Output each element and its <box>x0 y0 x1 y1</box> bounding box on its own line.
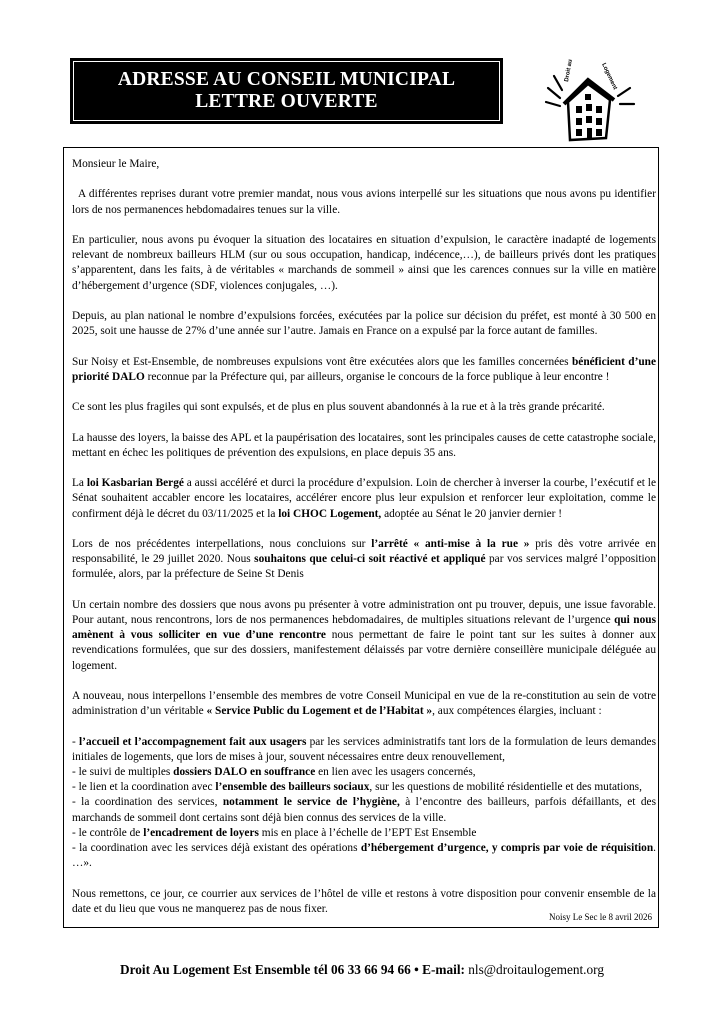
list-item: - la coordination des services, notamment le service de l’hygiène, à l’encontre des bailleurs, parfois défaillants, et des marchands de sommeil dont certains sont déjà bien connus des services de la ville. <box>72 796 656 824</box>
letter-body <box>72 157 656 932</box>
footer-org: Droit Au Logement Est Ensemble tél 06 33 66 94 66 • E-mail: <box>120 962 465 977</box>
footer-contact <box>0 962 724 978</box>
paragraph-8: Lors de nos précédentes interpellations, nous concluions sur l’arrêté « anti-mise à la rue » pris dès votre arrivée en responsabilité, le 29 juillet 2020. Nous souhaitons que celui-ci soit réactivé et appliqué par vos services malgré l’opposition formulée, alors, par la préfecture de Seine St Denis <box>72 537 656 581</box>
title-banner <box>68 56 505 126</box>
paragraph-2: En particulier, nous avons pu évoquer la situation des locataires en situation d’expulsion, le caractère inadapté de logements relevant de nombreux bailleurs HLM (sur ou sous occupation, handicap, indécence,…), de bailleurs privés dont les pratiques s’apparentent, dans les faits, à de véritables « marchands de sommeil » ainsi que les carences connues sur la ville en matière d’hébergement d’urgence (SDF, violences conjugales, …). <box>72 233 656 292</box>
paragraph-1: A différentes reprises durant votre premier mandat, nous vous avions interpellé sur les situations que nous avons pu identifier lors de nos permanences hebdomadaires tenues sur la ville. <box>72 188 656 216</box>
paragraph-4: Sur Noisy et Est-Ensemble, de nombreuses expulsions vont être exécutées alors que les familles concernées bénéficient d’une priorité DALO reconnue par la Préfecture qui, par ailleurs, organise le concours de la force publique à leur encontre ! <box>72 355 656 383</box>
page-subtitle: LETTRE OUVERTE <box>195 91 378 112</box>
paragraph-9: Un certain nombre des dossiers que nous avons pu présenter à votre administration ont pu trouver, depuis, une issue favorable. Pour autant, nous rencontrons, lors de nos permanences hebdomadaires, de multiples situations relevant de l’urgence qui nous amènent à vous solliciter en vue d’une rencontre nous permettant de faire le point tant sur les suites à donner aux revendications formulées, que sur des dossiers, manifestement délaissés par votre dernière conseillère municipale déléguée au logement. <box>72 598 656 672</box>
page-title: ADRESSE AU CONSEIL MUNICIPAL <box>117 69 456 90</box>
demands-list <box>72 735 656 872</box>
paragraph-3: Depuis, au plan national le nombre d’expulsions forcées, exécutées par la police sur décision du préfet, est monté à 30 500 en 2025, soit une hausse de 27% d’une année sur l’autre. Jamais en France on a expulsé par la force autant de familles. <box>72 309 656 338</box>
title-banner-inner <box>73 61 500 121</box>
list-item: - la coordination avec les services déjà existant des opérations d’hébergement d’urgence, y compris par voie de réquisition. …». <box>72 841 656 870</box>
list-item: - le suivi de multiples dossiers DALO en souffrance en lien avec les usagers concernés, <box>72 765 476 778</box>
footer-email[interactable]: nls@droitaulogement.org <box>464 962 604 977</box>
list-item: - le contrôle de l’encadrement de loyers mis en place à l’échelle de l’EPT Est Ensemble <box>72 826 477 839</box>
logo-text-left: Droit au <box>564 58 574 83</box>
paragraph-5: Ce sont les plus fragiles qui sont expulsés, et de plus en plus souvent abandonnés à la rue et à la très grande précarité. <box>72 401 605 414</box>
paragraph-7: La loi Kasbarian Bergé a aussi accéléré et durci la procédure d’expulsion. Loin de chercher à inverser la courbe, l’exécutif et le Sénat souhaitent accabler encore les locataires, accélérer encore plus leur expulsion et renforcer leur exploitation, comme le confirment déjà le décret du 03/11/2025 et la loi CHOC Logement, adoptée au Sénat le 20 janvier dernier ! <box>72 477 656 520</box>
logo-text-right: Logement <box>600 62 618 91</box>
list-item: - l’accueil et l’accompagnement fait aux usagers par les services administratifs tant lors de la formulation de leurs demandes initiales de logements, que lors de mises à jour, souvent nécessaires entre deux renouvellement, <box>72 735 656 763</box>
paragraph-11: Nous remettons, ce jour, ce courrier aux services de l’hôtel de ville et restons à votre disposition pour convenir ensemble de la date et du lieu que vous ne manquerez pas de nous fixer. <box>72 887 656 915</box>
house-logo-icon <box>540 56 640 146</box>
list-item: - le lien et la coordination avec l’ensemble des bailleurs sociaux, sur les questions de mobilité résidentielle et des mutations, <box>72 781 642 794</box>
paragraph-10: A nouveau, nous interpellons l’ensemble des membres de votre Conseil Municipal en vue de la re-constitution au sein de votre administration d’un véritable « Service Public du Logement et de l’Habitat », aux compétences élargies, incluant : <box>72 689 656 718</box>
letter-date: Noisy Le Sec le 8 avril 2026 <box>549 912 652 922</box>
paragraph-6: La hausse des loyers, la baisse des APL et la paupérisation des locataires, sont les principales causes de cette catastrophe sociale, mettant en échec les politiques de prévention des expulsions, en place depuis 35 ans. <box>72 431 656 459</box>
salutation: Monsieur le Maire, <box>72 158 160 170</box>
